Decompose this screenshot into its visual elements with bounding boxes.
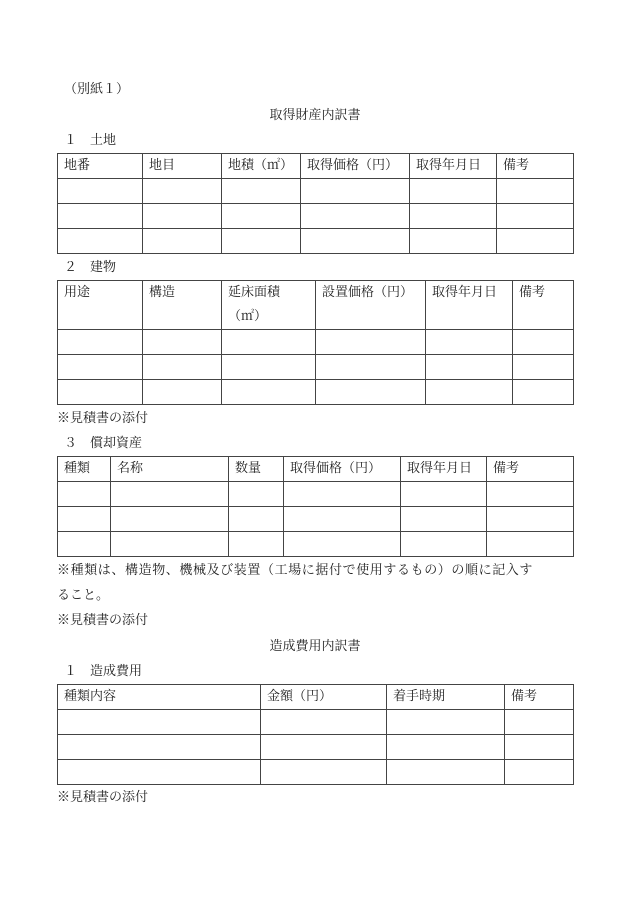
building-cell[interactable] [58, 380, 143, 405]
section-building-title: 建物 [90, 260, 117, 275]
assets-cell[interactable] [401, 507, 487, 532]
construction-header-cell: 金額（円） [261, 685, 387, 710]
building-cell[interactable] [426, 330, 513, 355]
building-cell[interactable] [316, 355, 426, 380]
assets-cell[interactable] [401, 482, 487, 507]
table-row [58, 380, 574, 405]
land-header-cell: 地番 [58, 154, 143, 179]
land-cell[interactable] [301, 204, 410, 229]
land-table-header [58, 154, 574, 179]
building-table-header [58, 281, 574, 330]
acquired-property-title: 取得財産内訳書 [269, 108, 361, 123]
land-cell[interactable] [58, 204, 143, 229]
construction-cell[interactable] [387, 735, 505, 760]
building-cell[interactable] [143, 355, 222, 380]
land-cell[interactable] [410, 204, 497, 229]
land-cell[interactable] [143, 229, 222, 254]
table-row [58, 760, 574, 785]
table-row [58, 229, 574, 254]
assets-cell[interactable] [111, 532, 229, 557]
building-header-cell: 構造 [143, 281, 222, 330]
assets-cell[interactable] [58, 532, 111, 557]
assets-cell[interactable] [487, 507, 574, 532]
building-cell[interactable] [222, 380, 316, 405]
table-row [58, 204, 574, 229]
land-cell[interactable] [301, 229, 410, 254]
land-cell[interactable] [143, 179, 222, 204]
land-cell[interactable] [58, 179, 143, 204]
attachment-label: （別紙１） [64, 82, 130, 97]
table-row [58, 330, 574, 355]
construction-cell[interactable] [261, 735, 387, 760]
assets-cell[interactable] [284, 532, 401, 557]
assets-cell[interactable] [487, 482, 574, 507]
building-cell[interactable] [316, 330, 426, 355]
construction-cell[interactable] [261, 760, 387, 785]
assets-cell[interactable] [111, 507, 229, 532]
land-cell[interactable] [410, 179, 497, 204]
table-row [58, 710, 574, 735]
land-cell[interactable] [222, 179, 301, 204]
building-cell[interactable] [143, 330, 222, 355]
section-building-number: ２ [64, 260, 78, 275]
land-cell[interactable] [58, 229, 143, 254]
table-row [58, 482, 574, 507]
assets-type-note-line1: ※種類は、構造物、機械及び装置（工場に据付で使用するもの）の順に記入す [57, 563, 534, 578]
building-cell[interactable] [143, 380, 222, 405]
building-header-cell: 備考 [513, 281, 574, 330]
assets-cell[interactable] [487, 532, 574, 557]
assets-cell[interactable] [284, 507, 401, 532]
assets-cell[interactable] [229, 507, 284, 532]
assets-cell[interactable] [401, 532, 487, 557]
assets-cell[interactable] [111, 482, 229, 507]
building-header-cell: 設置価格（円） [316, 281, 426, 330]
assets-estimate-note: ※見積書の添付 [57, 613, 149, 628]
section-construction-number: １ [64, 664, 78, 679]
assets-header-cell: 備考 [487, 457, 574, 482]
building-cell[interactable] [316, 380, 426, 405]
construction-cell[interactable] [58, 760, 261, 785]
land-cell[interactable] [410, 229, 497, 254]
building-cell[interactable] [513, 355, 574, 380]
construction-cell[interactable] [387, 710, 505, 735]
section-construction-title: 造成費用 [90, 664, 143, 679]
land-cell[interactable] [222, 229, 301, 254]
construction-header-cell: 着手時期 [387, 685, 505, 710]
table-row [58, 507, 574, 532]
building-cell[interactable] [426, 380, 513, 405]
land-cell[interactable] [222, 204, 301, 229]
section-construction-heading [64, 664, 142, 680]
building-estimate-note: ※見積書の添付 [57, 411, 149, 426]
table-row [58, 179, 574, 204]
land-cell[interactable] [497, 229, 574, 254]
assets-cell[interactable] [58, 507, 111, 532]
section-land-title: 土地 [90, 133, 117, 148]
land-cell[interactable] [301, 179, 410, 204]
land-cell[interactable] [497, 204, 574, 229]
assets-table [57, 456, 574, 557]
building-cell[interactable] [58, 330, 143, 355]
construction-cell[interactable] [387, 760, 505, 785]
building-cell[interactable] [426, 355, 513, 380]
building-cell[interactable] [222, 330, 316, 355]
construction-header-cell: 種類内容 [58, 685, 261, 710]
land-header-cell: 取得年月日 [410, 154, 497, 179]
building-cell[interactable] [513, 330, 574, 355]
construction-cell[interactable] [505, 710, 574, 735]
building-cell[interactable] [513, 380, 574, 405]
section-land-number: １ [64, 133, 78, 148]
land-header-cell: 取得価格（円） [301, 154, 410, 179]
section-building-heading [64, 260, 116, 276]
land-header-cell: 備考 [497, 154, 574, 179]
table-row [58, 355, 574, 380]
building-header-cell: 取得年月日 [426, 281, 513, 330]
section-assets-heading [64, 436, 142, 452]
land-header-cell: 地目 [143, 154, 222, 179]
construction-estimate-note: ※見積書の添付 [57, 790, 149, 805]
section-assets-title: 償却資産 [90, 436, 143, 451]
building-header-cell: 延床面積（㎡） [222, 281, 316, 330]
construction-header-cell: 備考 [505, 685, 574, 710]
building-cell[interactable] [58, 355, 143, 380]
assets-header-cell: 種類 [58, 457, 111, 482]
table-row [58, 735, 574, 760]
assets-type-note-line2: ること。 [57, 588, 110, 603]
construction-cell[interactable] [261, 710, 387, 735]
assets-table-header [58, 457, 574, 482]
section-land-heading [64, 133, 116, 149]
construction-table-header [58, 685, 574, 710]
construction-table [57, 684, 574, 785]
land-cell[interactable] [143, 204, 222, 229]
assets-cell[interactable] [284, 482, 401, 507]
construction-cell[interactable] [58, 735, 261, 760]
construction-cost-title: 造成費用内訳書 [269, 639, 361, 654]
construction-cell[interactable] [58, 710, 261, 735]
land-table [57, 153, 574, 254]
assets-header-cell: 数量 [229, 457, 284, 482]
building-table [57, 280, 574, 405]
construction-cell[interactable] [505, 760, 574, 785]
construction-cell[interactable] [505, 735, 574, 760]
table-row [58, 532, 574, 557]
assets-cell[interactable] [58, 482, 111, 507]
land-header-cell: 地積（㎡） [222, 154, 301, 179]
assets-header-cell: 名称 [111, 457, 229, 482]
assets-cell[interactable] [229, 482, 284, 507]
land-cell[interactable] [497, 179, 574, 204]
assets-header-cell: 取得価格（円） [284, 457, 401, 482]
section-assets-number: ３ [64, 436, 78, 451]
assets-cell[interactable] [229, 532, 284, 557]
building-header-cell: 用途 [58, 281, 143, 330]
assets-header-cell: 取得年月日 [401, 457, 487, 482]
building-cell[interactable] [222, 355, 316, 380]
